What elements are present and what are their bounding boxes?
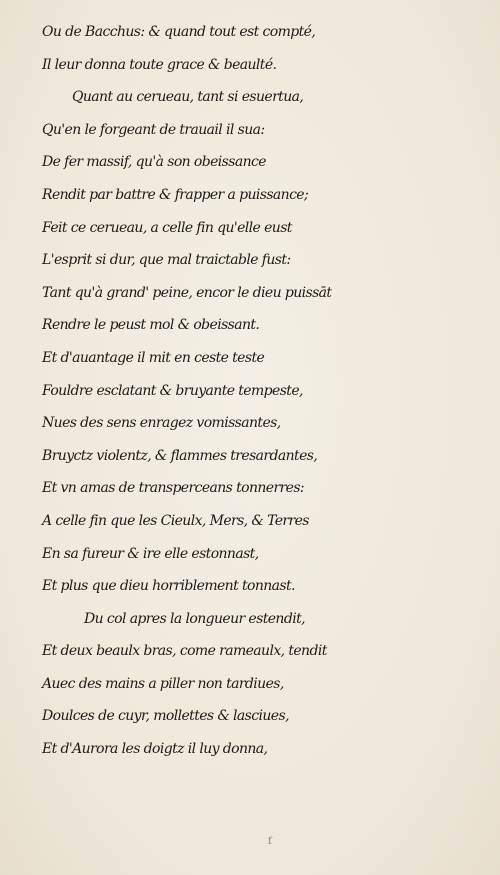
poem-line-21: Auec des mains a piller non tardiues, (42, 675, 284, 692)
poem-line-13: Nues des sens enragez vomissantes, (42, 415, 281, 432)
poem-line-22: Doulces de cuyr, mollettes & lasciues, (42, 708, 289, 725)
poem-line-20: Et deux beaulx bras, come rameaulx, tendit (42, 643, 327, 660)
poem-line-23: Et d'Aurora les doigtz il luy donna, (42, 741, 268, 758)
poem-line-3: Quant au cerueau, tant si esuertua, (72, 89, 304, 106)
poem-line-8: L'esprit si dur, que mal traictable fust: (42, 252, 291, 269)
poem-line-9: Tant qu'à grand' peine, encor le dieu puissāt (42, 284, 332, 301)
poem-line-6: Rendit par battre & frapper a puissance; (42, 186, 309, 203)
poem-line-18: Et plus que dieu horriblement tonnast. (42, 578, 295, 595)
folio-mark: f (268, 836, 272, 847)
poem-line-11: Et d'auantage il mit en ceste teste (42, 349, 265, 366)
poem-text (0, 16, 500, 766)
poem-line-14: Bruyctz violentz, & flammes tresardantes, (42, 447, 318, 464)
poem-line-7: Feit ce cerueau, a celle fin qu'elle eust (42, 219, 292, 236)
poem-line-12: Fouldre esclatant & bruyante tempeste, (42, 382, 303, 399)
poem-line-4: Qu'en le forgeant de trauail il sua: (42, 121, 265, 138)
poem-line-15: Et vn amas de transperceans tonnerres: (42, 480, 305, 497)
poem-line-2: Il leur donna toute grace & beaulté. (42, 56, 277, 73)
poem-line-19: Du col apres la longueur estendit, (84, 610, 305, 627)
poem-line-5: De fer massif, qu'à son obeissance (42, 154, 266, 171)
poem-line-17: En sa fureur & ire elle estonnast, (42, 545, 259, 562)
poem-line-10: Rendre le peust mol & obeissant. (42, 317, 260, 334)
poem-line-1: Ou de Bacchus: & quand tout est compté, (42, 24, 316, 40)
poem-line-16: A celle fin que les Cieulx, Mers, & Terres (42, 512, 309, 529)
